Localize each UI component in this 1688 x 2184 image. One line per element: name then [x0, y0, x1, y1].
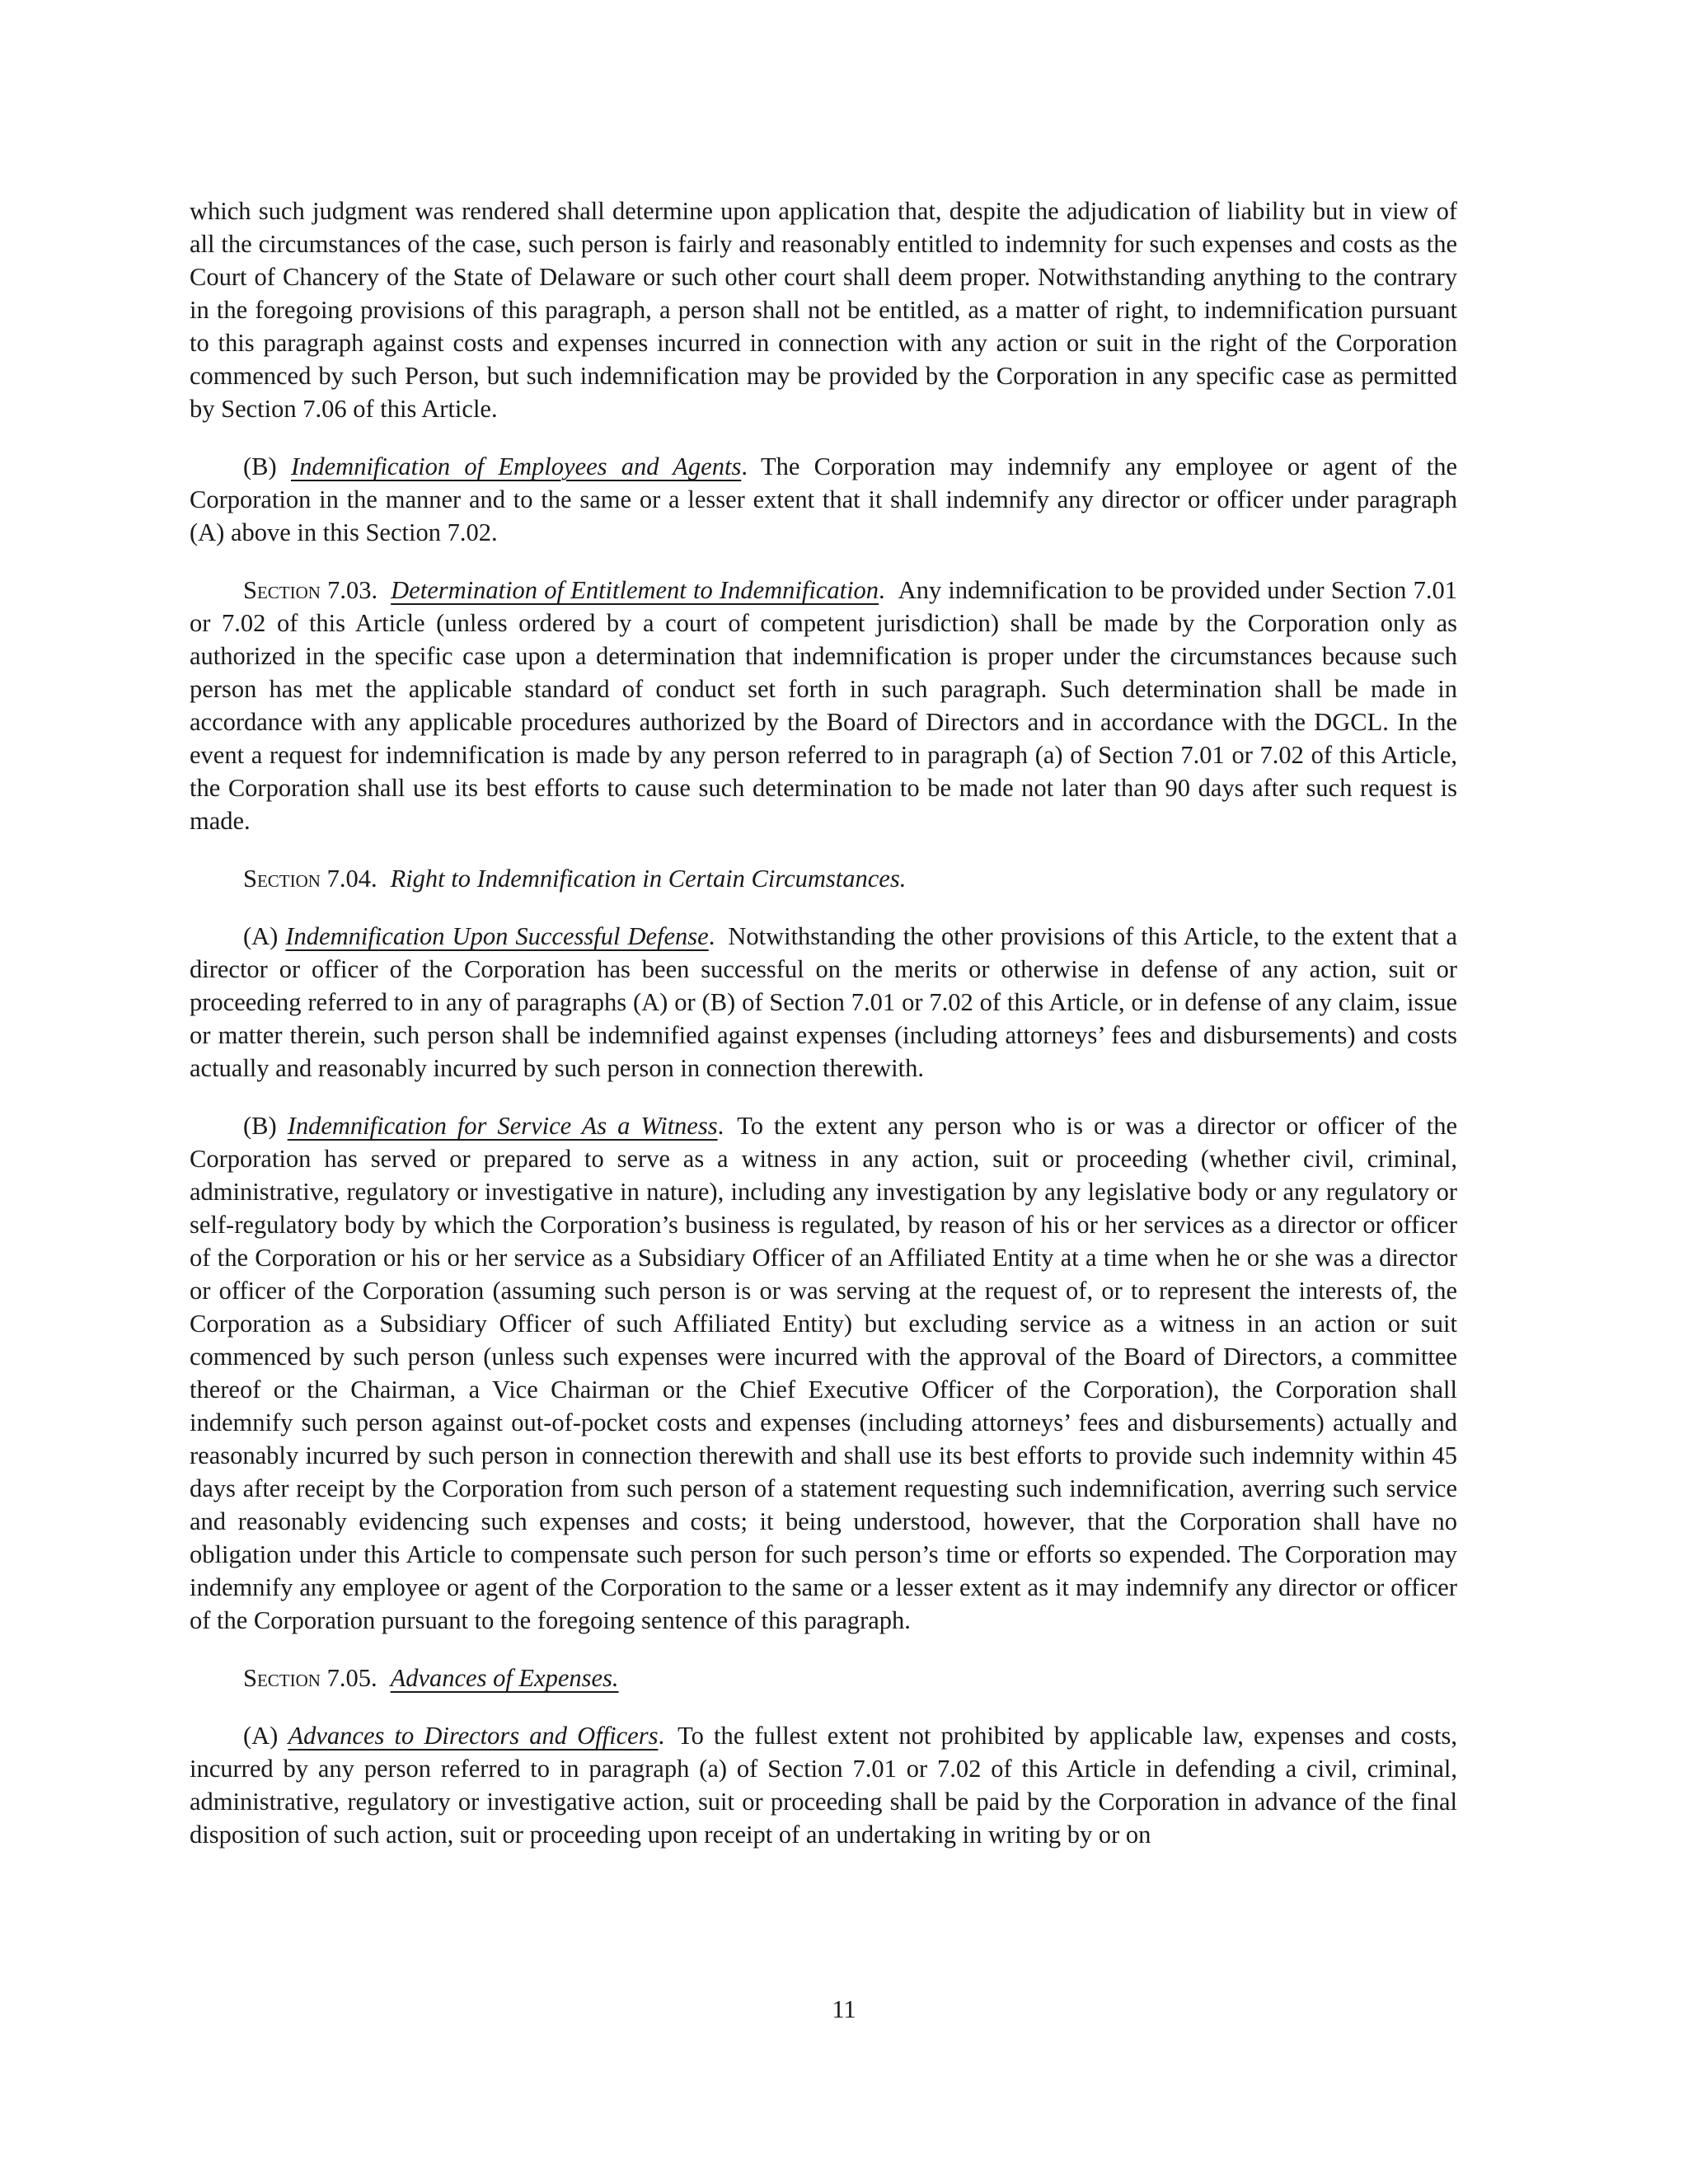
- section-title: Determination of Entitlement to Indemnification: [391, 576, 879, 604]
- section-number: Section 7.04.: [243, 865, 377, 893]
- paragraph-label: (B): [243, 1112, 277, 1140]
- paragraph-title: Indemnification Upon Successful Defense: [285, 922, 709, 950]
- paragraph-7-02-b: (B) Indemnification of Employees and Agents. The Corporation may indemnify any employee or agent of the Corporation in the manner and to the same or a lesser extent that it shall indemnify any director or officer under paragraph (A) above in this Section 7.02.: [190, 452, 1457, 546]
- paragraph-text: which such judgment was rendered shall determine upon application that, despite the adjudication of liability but in view of all the circumstances of the case, such person is fairly and reasonably entitled to indemnity for such expenses and costs as the Court of Chancery of the State of Delaware or such other court shall deem proper. Notwithstanding anything to the contrary in the foregoing provisions of this paragraph, a person shall not be entitled, as a matter of right, to indemnification pursuant to this paragraph against costs and expenses incurred in connection with any action or suit in the right of the Corporation commenced by such Person, but such indemnification may be provided by the Corporation in any specific case as permitted by Section 7.06 of this Article.: [190, 197, 1457, 423]
- paragraph-label: (B): [243, 452, 277, 480]
- paragraph-7-04-a: (A) Indemnification Upon Successful Defense. Notwithstanding the other provisions of this Article, to the extent that a director or officer of the Corporation has been successful on the merits or otherwise in defense of any action, suit or proceeding referred to in any of paragraphs (A) or (B) of Section 7.01 or 7.02 of this Article, or in defense of any claim, issue or matter therein, such person shall be indemnified against expenses (including attorneys’ fees and disbursements) and costs actually and reasonably incurred by such person in connection therewith.: [190, 922, 1458, 1082]
- section-number: Section 7.05.: [243, 1664, 377, 1692]
- paragraph-text: Any indemnification to be provided under Section 7.01 or 7.02 of this Article (unless ordered by a court of competent jurisdiction) shall be made by the Corporation only as authorized in the specific case upon a determination that indemnification is proper under the circumstances because such person has met the applicable standard of conduct set forth in such paragraph. Such determination shall be made in accordance with any applicable procedures authorized by the Board of Directors and in accordance with the DGCL. In the event a request for indemnification is made by any person referred to in paragraph (a) of Section 7.01 or 7.02 of this Article, the Corporation shall use its best efforts to cause such determination to be made not later than 90 days after such request is made.: [190, 576, 1457, 835]
- paragraph-text: The Corporation may indemnify any employee or agent of the Corporation in the manner and to the same or a lesser extent that it shall indemnify any director or officer under paragraph (A) above in this Section 7.02.: [190, 452, 1457, 546]
- section-7-03: Section 7.03. Determination of Entitlement to Indemnification. Any indemnification to be provided under Section 7.01 or 7.02 of this Article (unless ordered by a court of competent jurisdiction) shall be made by the Corporation only as authorized in the specific case upon a determination that indemnification is proper under the circumstances because such person has met the applicable standard of conduct set forth in such paragraph. Such determination shall be made in accordance with any applicable procedures authorized by the Board of Directors and in accordance with the DGCL. In the event a request for indemnification is made by any person referred to in paragraph (a) of Section 7.01 or 7.02 of this Article, the Corporation shall use its best efforts to cause such determination to be made not later than 90 days after such request is made.: [190, 576, 1457, 835]
- section-title: Right to Indemnification in Certain Circumstances.: [390, 865, 907, 893]
- paragraph-label: (A): [243, 922, 279, 950]
- paragraph-text: To the fullest extent not prohibited by applicable law, expenses and costs, incurred by any person referred to in paragraph (a) of Section 7.01 or 7.02 of this Article in defending a civil, criminal, administrative, regulatory or investigative action, suit or proceeding shall be paid by the Corporation in advance of the final disposition of such action, suit or proceeding upon receipt of an undertaking in writing by or on: [190, 1722, 1458, 1849]
- paragraph-7-04-b: (B) Indemnification for Service As a Witness. To the extent any person who is or was a director or officer of the Corporation has served or prepared to serve as a witness in any action, suit or proceeding (whether civil, criminal, administrative, regulatory or investigative in nature), including any investigation by any legislative body or any regulatory or self-regulatory body by which the Corporation’s business is regulated, by reason of his or her services as a director or officer of the Corporation or his or her service as a Subsidiary Officer of an Affiliated Entity at a time when he or she was a director or officer of the Corporation (assuming such person is or was serving at the request of, or to represent the interests of, the Corporation as a Subsidiary Officer of such Affiliated Entity) but excluding service as a witness in an action or suit commenced by such person (unless such expenses were incurred with the approval of the Board of Directors, a committee thereof or the Chairman, a Vice Chairman or the Chief Executive Officer of the Corporation), the Corporation shall indemnify such person against out-of-pocket costs and expenses (including attorneys’ fees and disbursements) actually and reasonably incurred by such person in connection therewith and shall use its best efforts to provide such indemnity within 45 days after receipt by the Corporation from such person of a statement requesting such indemnification, averring such service and reasonably evidencing such expenses and costs; it being understood, however, that the Corporation shall have no obligation under this Article to compensate such person for such person’s time or efforts so expended. The Corporation may indemnify any employee or agent of the Corporation to the same or a lesser extent as it may indemnify any director or officer of the Corporation pursuant to the foregoing sentence of this paragraph.: [190, 1112, 1458, 1634]
- paragraph-text: Notwithstanding the other provisions of this Article, to the extent that a director or officer of the Corporation has been successful on the merits or otherwise in defense of any action, suit or proceeding referred to in any of paragraphs (A) or (B) of Section 7.01 or 7.02 of this Article, or in defense of any claim, issue or matter therein, such person shall be indemnified against expenses (including attorneys’ fees and disbursements) and costs actually and reasonably incurred by such person in connection therewith.: [190, 922, 1458, 1082]
- page-number: 11: [832, 1995, 856, 2023]
- paragraph-label: (A): [243, 1722, 279, 1750]
- paragraph-title: Indemnification of Employees and Agents: [290, 452, 742, 480]
- paragraph-continuation: [190, 194, 1457, 425]
- paragraph-text: To the extent any person who is or was a director or officer of the Corporation has served or prepared to serve as a witness in any action, suit or proceeding (whether civil, criminal, administrative, regulatory or investigative in nature), including any investigation by any legislative body or any regulatory or self-regulatory body by which the Corporation’s business is regulated, by reason of his or her services as a director or officer of the Corporation or his or her service as a Subsidiary Officer of an Affiliated Entity at a time when he or she was a director or officer of the Corporation (assuming such person is or was serving at the request of, or to represent the interests of, the Corporation as a Subsidiary Officer of such Affiliated Entity) but excluding service as a witness in an action or suit commenced by such person (unless such expenses were incurred with the approval of the Board of Directors, a committee thereof or the Chairman, a Vice Chairman or the Chief Executive Officer of the Corporation), the Corporation shall indemnify such person against out-of-pocket costs and expenses (including attorneys’ fees and disbursements) actually and reasonably incurred by such person in connection therewith and shall use its best efforts to provide such indemnity within 45 days after receipt by the Corporation from such person of a statement requesting such indemnification, averring such service and reasonably evidencing such expenses and costs; it being understood, however, that the Corporation shall have no obligation under this Article to compensate such person for such person’s time or efforts so expended. The Corporation may indemnify any employee or agent of the Corporation to the same or a lesser extent as it may indemnify any director or officer of the Corporation pursuant to the foregoing sentence of this paragraph.: [190, 1112, 1458, 1634]
- section-title: Advances of Expenses.: [390, 1664, 619, 1692]
- document-page: [190, 194, 1457, 1876]
- section-7-05-heading: [190, 1661, 1457, 1694]
- section-7-04-heading: [190, 862, 1457, 895]
- section-number: Section 7.03.: [243, 576, 378, 604]
- paragraph-title: Advances to Directors and Officers: [288, 1722, 659, 1750]
- paragraph-title: Indemnification for Service As a Witness: [287, 1112, 718, 1140]
- paragraph-7-05-a: (A) Advances to Directors and Officers. To the fullest extent not prohibited by applicable law, expenses and costs, incurred by any person referred to in paragraph (a) of Section 7.01 or 7.02 of this Article in defending a civil, criminal, administrative, regulatory or investigative action, suit or proceeding shall be paid by the Corporation in advance of the final disposition of such action, suit or proceeding upon receipt of an undertaking in writing by or on: [190, 1722, 1458, 1849]
